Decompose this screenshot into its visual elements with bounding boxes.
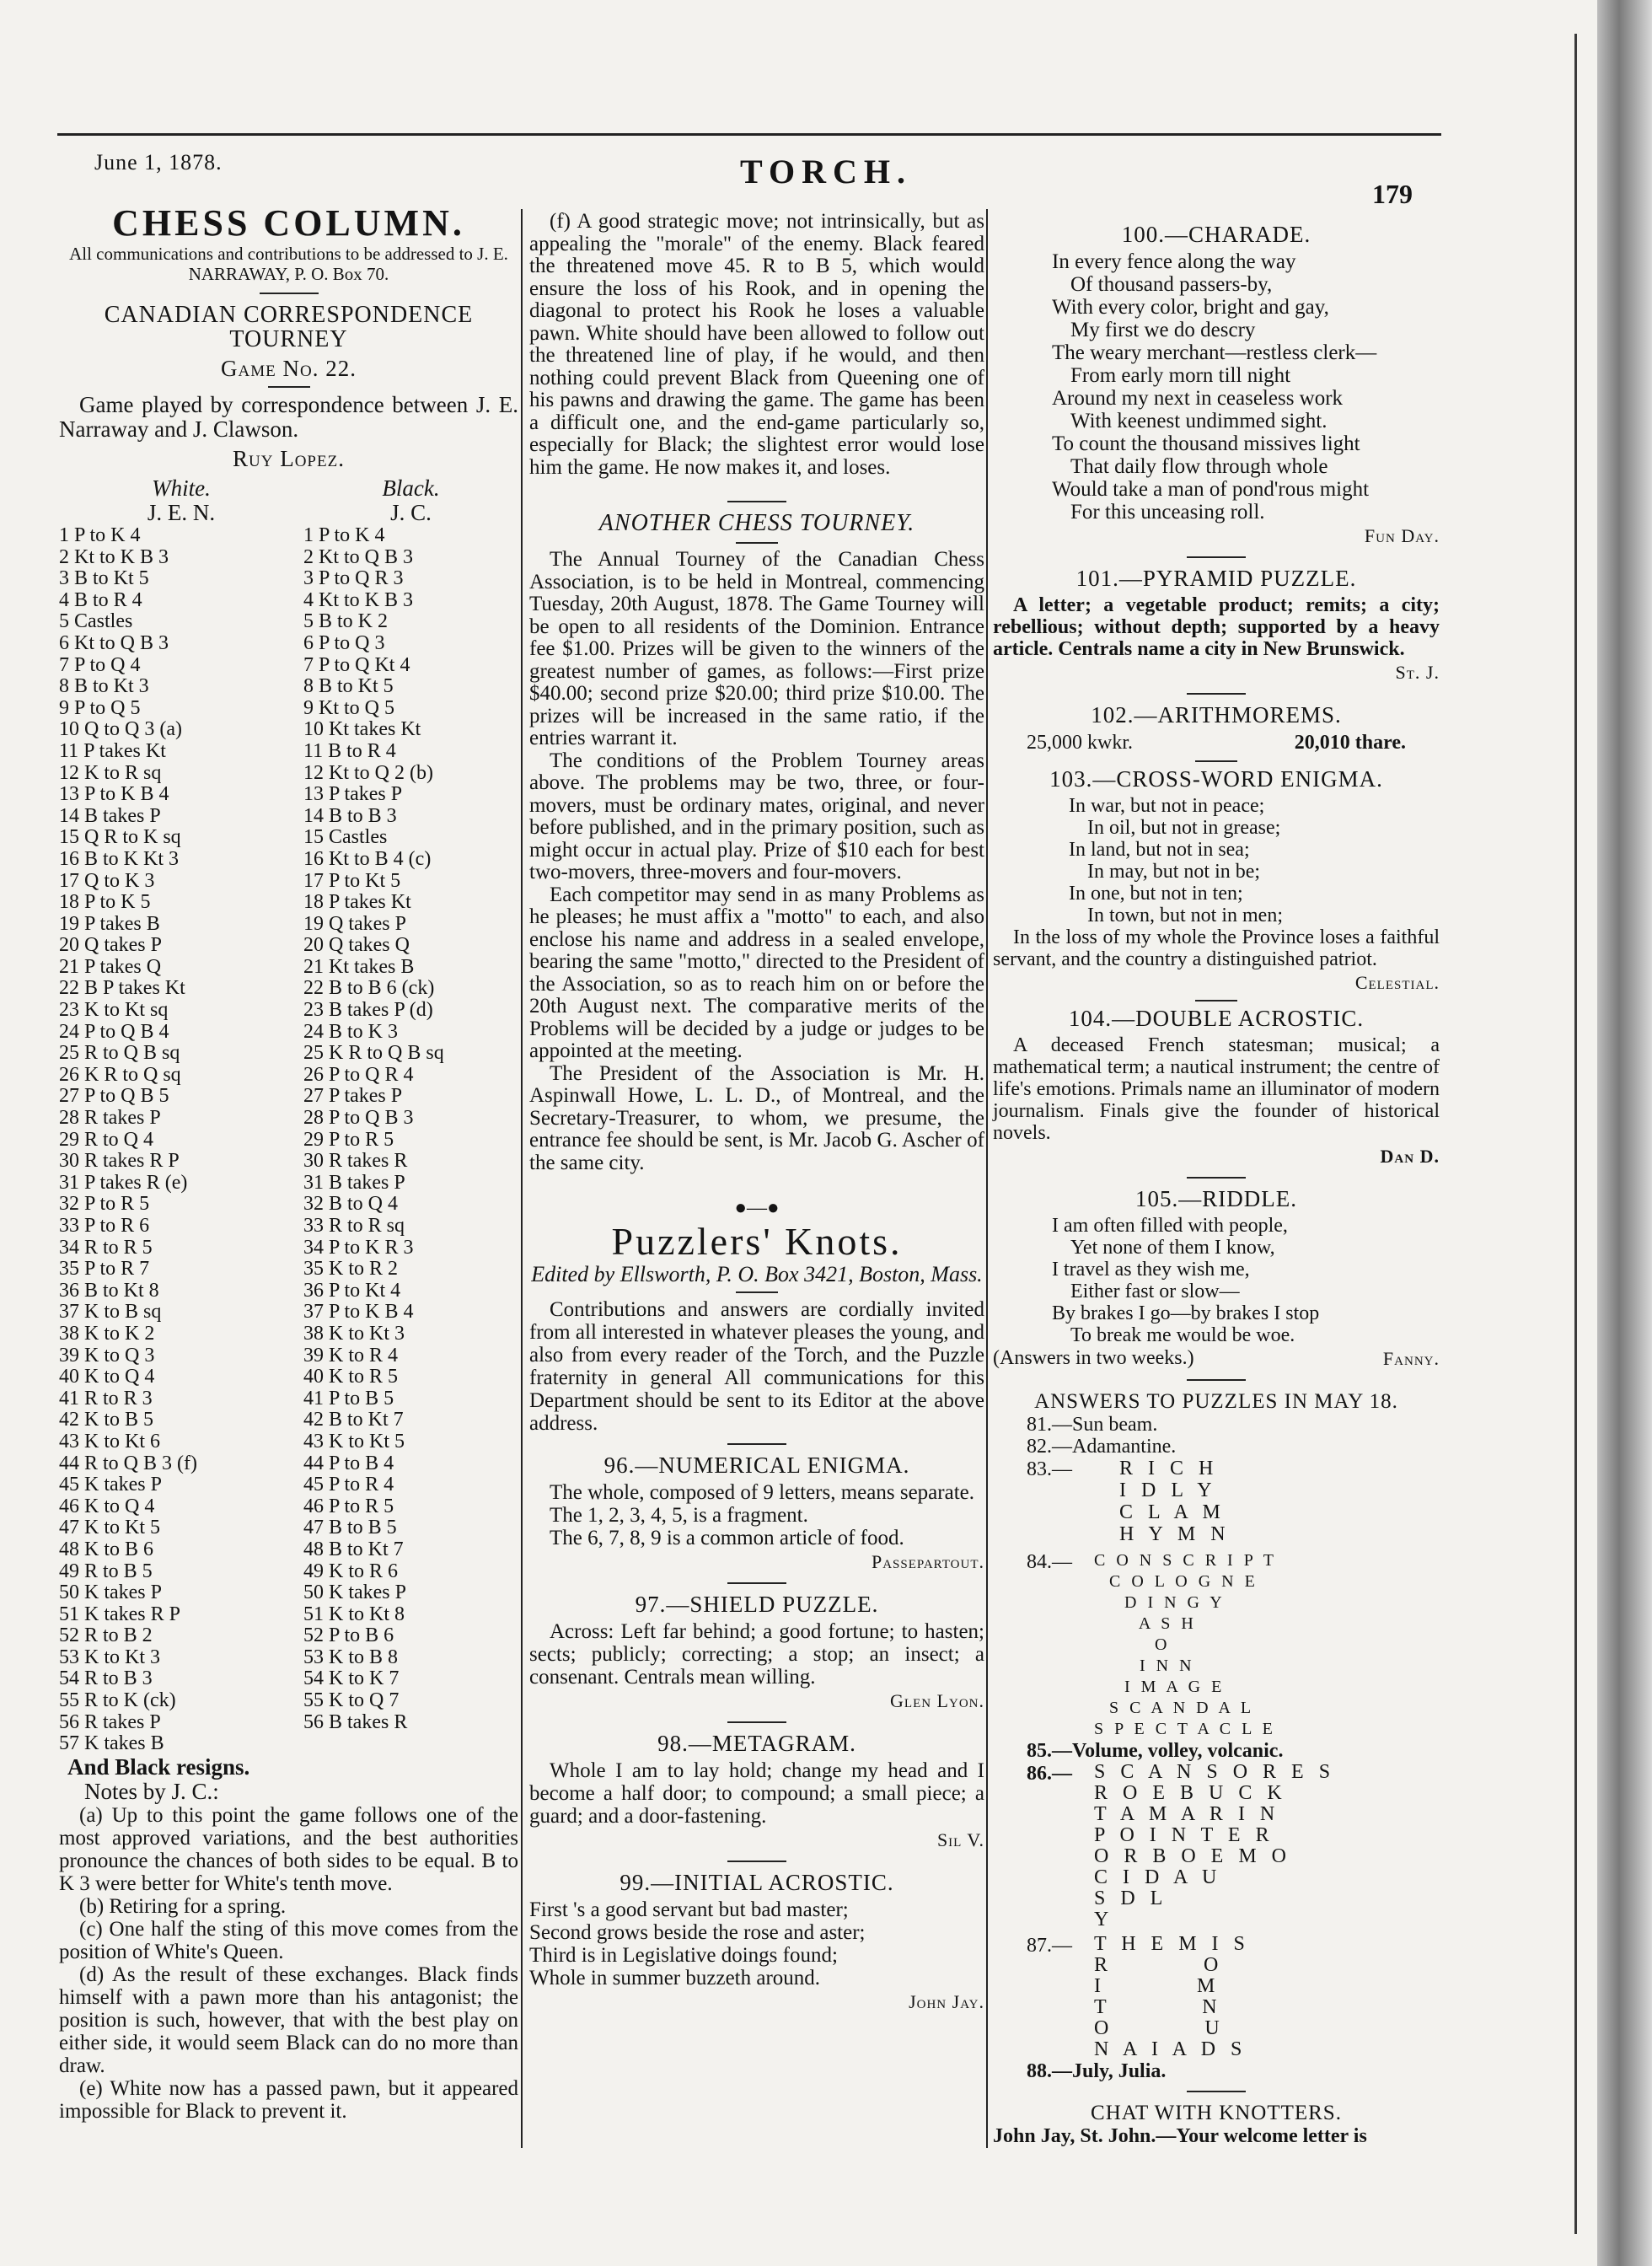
puzzle-99-line-4: Whole in summer buzzeth around. [529, 1967, 821, 1989]
black-move: 19 Q takes P [303, 912, 406, 935]
puzzle-104-title: 104.—DOUBLE ACROSTIC. [1068, 1006, 1365, 1031]
black-move: 2 Kt to Q B 3 [303, 545, 414, 568]
poem-line: In may, but not in be; [1087, 861, 1261, 883]
puzzle-105-poem [993, 1215, 1440, 1346]
white-move: 50 K takes P [59, 1581, 162, 1604]
puzzle-100-poem [993, 250, 1440, 524]
white-move: 25 R to Q B sq [59, 1042, 180, 1065]
puzzle-97-title: 97.—SHIELD PUZZLE. [635, 1592, 879, 1617]
poem-line: With every color, bright and gay, [1052, 296, 1329, 319]
puzzle-103-author: Celestial. [1354, 972, 1440, 993]
puzzle-101-title: 101.—PYRAMID PUZZLE. [1075, 566, 1357, 591]
black-move: 11 B to R 4 [303, 739, 396, 762]
poem-line: With keenest undimmed sight. [1070, 410, 1328, 432]
black-move: 17 P to Kt 5 [303, 869, 401, 892]
white-move: 13 P to K B 4 [59, 783, 169, 806]
puzzle-97-author: Glen Lyon. [890, 1690, 984, 1711]
white-move: 12 K to R sq [59, 761, 162, 784]
column-rule-2 [986, 209, 988, 2148]
white-move: 48 K to B 6 [59, 1538, 154, 1560]
white-move: 38 K to K 2 [59, 1322, 155, 1345]
black-move: 10 Kt takes Kt [303, 718, 421, 741]
black-move: 35 K to R 2 [303, 1258, 399, 1281]
answer-81: 81.—Sun beam. [1027, 1414, 1158, 1436]
tourney-heading: CANADIAN CORRESPONDENCE TOURNEY [104, 302, 474, 352]
puzzle-97-text: Across: Left far behind; a good fortune; to hasten; sects; publicly; correcting; a stop; an insect; a consenant. Centrals mean willing. [529, 1620, 984, 1689]
white-move: 21 P takes Q [59, 955, 162, 978]
white-move: 37 K to B sq [59, 1301, 162, 1324]
white-move: 39 K to Q 3 [59, 1344, 155, 1367]
opening-name: Ruy Lopez. [233, 446, 345, 471]
puzzle-103-title: 103.—CROSS-WORD ENIGMA. [1049, 766, 1383, 792]
resign-line: And Black resigns. [67, 1753, 250, 1780]
white-move: 41 R to R 3 [59, 1387, 153, 1410]
puzzle-96-title: 96.—NUMERICAL ENIGMA. [603, 1452, 910, 1478]
poem-line: Of thousand passers-by, [1070, 273, 1273, 296]
divider [1187, 1379, 1246, 1381]
answer-87 [993, 1934, 1440, 2060]
white-move: 28 R takes P [59, 1107, 161, 1130]
white-move: 16 B to K Kt 3 [59, 847, 180, 870]
white-move: 14 B takes P [59, 804, 161, 827]
divider [1187, 2091, 1246, 2092]
divider [1195, 1000, 1237, 1001]
white-move: 7 P to Q 4 [59, 653, 141, 676]
white-move: 29 R to Q 4 [59, 1128, 154, 1151]
black-move: 9 Kt to Q 5 [303, 696, 394, 719]
white-move: 2 Kt to K B 3 [59, 545, 169, 568]
poem-line: Yet none of them I know, [1070, 1237, 1275, 1259]
white-move: 27 P to Q B 5 [59, 1085, 169, 1108]
white-move: 36 B to Kt 8 [59, 1279, 159, 1302]
white-move: 52 R to B 2 [59, 1624, 153, 1647]
divider [1195, 760, 1237, 762]
puzzlers-knots-title: Puzzlers' Knots. [611, 1220, 903, 1263]
white-moves [59, 525, 303, 1755]
white-move: 51 K takes R P [59, 1603, 180, 1625]
poem-line: That daily flow through whole [1070, 455, 1328, 478]
poem-line: I am often filled with people, [1052, 1215, 1288, 1237]
white-move: 34 R to R 5 [59, 1236, 153, 1259]
poem-line: In land, but not in sea; [1069, 839, 1250, 861]
puzzle-96-line-2: The 6, 7, 8, 9 is a common article of food. [550, 1527, 904, 1549]
puzzle-105-note: (Answers in two weeks.) [993, 1347, 1194, 1369]
black-move: 38 K to Kt 3 [303, 1322, 405, 1345]
white-move: 8 B to Kt 3 [59, 675, 149, 698]
note-c: (c) One half the sting of this move comes from the position of White's Queen. [59, 1917, 518, 1963]
black-move: 3 P to Q R 3 [303, 567, 404, 590]
puzzle-100-author: Fun Day. [1364, 525, 1440, 546]
answer-87-label: 87.— [1027, 1935, 1072, 1957]
white-move: 44 R to Q B 3 (f) [59, 1452, 197, 1474]
answer-84-grid: C O N S C R I P T C O L O G N E D I N G Y A S H O I N N I M A G E S C A N D A L S P E C T A C L E [1094, 1551, 1277, 1738]
black-move: 50 K takes P [303, 1581, 406, 1604]
answer-86 [993, 1762, 1440, 1930]
note-f: (f) A good strategic move; not intrinsically, but as appealing the "morale" of the enemy. Black feared the threatened move 45. R to B 5, which would ensure the loss of his Rook, and in opening the diagonal to protect his Rook he loses a valuable pawn. White should have been allowed to follow out the threatened line of play, if he would, and then nothing could prevent Black from Queening one of his pawns and drawing the game. The game has been a difficult one, and the end-game particularly so, especially for Black; the slightest error would lose him the game. He now makes it, and loses. [529, 210, 984, 479]
answer-84 [993, 1550, 1440, 1740]
masthead-title: TORCH. [740, 153, 912, 191]
puzzle-98-author: Sil V. [936, 1829, 984, 1850]
white-move: 45 K takes P [59, 1474, 162, 1496]
poem-line: My first we do descry [1070, 319, 1256, 341]
white-move: 11 P takes Kt [59, 739, 166, 762]
divider [727, 1582, 786, 1584]
black-move: 37 P to K B 4 [303, 1301, 414, 1324]
note-a: (a) Up to this point the game follows one of the most approved variations, and the best authorities pronounce the chances of both sides to be equal. B to K 3 were better for White's tenth move. [59, 1803, 518, 1895]
black-move: 40 K to R 5 [303, 1366, 399, 1388]
white-move: 26 K R to Q sq [59, 1063, 181, 1086]
answer-86-label: 86.— [1027, 1763, 1072, 1785]
poem-line: To break me would be woe. [1070, 1324, 1295, 1346]
answer-83-grid: R I C H I D L Y C L A M H Y M N [1119, 1458, 1231, 1545]
puzzle-98-text: Whole I am to lay hold; change my head and I become a half door; to compound; a small piece; a guard; and a door-fastening. [529, 1759, 984, 1828]
black-move: 52 P to B 6 [303, 1624, 394, 1647]
poem-line: Would take a man of pond'rous might [1052, 478, 1370, 501]
puzzle-101-author: St. J. [1395, 662, 1440, 683]
black-move: 13 P takes P [303, 783, 403, 806]
white-move: 47 K to Kt 5 [59, 1517, 160, 1539]
black-move: 12 Kt to Q 2 (b) [303, 761, 433, 784]
puzzle-intro: Contributions and answers are cordially invited from all interested in whatever pleases the young, and also from every reader of the Torch, and the Puzzle fraternity in general All communications for this Department should be sent to its Editor at the above address. [529, 1298, 984, 1435]
black-move: 15 Castles [303, 826, 388, 849]
column-puzzles [993, 211, 1440, 2147]
black-move: 14 B to B 3 [303, 804, 397, 827]
answer-82: 82.—Adamantine. [1027, 1436, 1177, 1458]
black-move: 25 K R to Q B sq [303, 1042, 444, 1065]
puzzle-101-text: A letter; a vegetable product; remits; a city; rebellious; without depth; supported by a heavy article. Centrals name a city in New Brunswick. [993, 594, 1440, 660]
black-move: 55 K to Q 7 [303, 1689, 400, 1712]
black-label: Black. [382, 475, 440, 501]
puzzle-96-author: Passepartout. [871, 1551, 984, 1572]
note-b: (b) Retiring for a spring. [79, 1894, 287, 1918]
chess-contact: All communications and contributions to be addressed to J. E. NARRAWAY, P. O. Box 70. [69, 244, 508, 284]
poem-line: For this unceasing roll. [1070, 501, 1265, 524]
black-move: 47 B to B 5 [303, 1517, 397, 1539]
answer-88: 88.—July, Julia. [1027, 2060, 1167, 2082]
black-move: 42 B to Kt 7 [303, 1409, 404, 1431]
black-move: 41 P to B 5 [303, 1387, 394, 1410]
answer-87-grid: T H E M I S R O I M T N O U N A I A D S [1094, 1933, 1250, 2060]
white-move: 56 R takes P [59, 1710, 161, 1733]
column-rule-1 [521, 209, 523, 2148]
answer-86-grid: S C A N S O R E S R O E B U C K T A M A R I N P O I N T E R O R B O E M O C I D A U S D L Y [1094, 1761, 1336, 1930]
black-move: 27 P takes P [303, 1085, 403, 1108]
puzzle-102-b: 20,010 thare. [1294, 732, 1406, 754]
puzzle-103-poem [993, 795, 1440, 926]
white-move: 15 Q R to K sq [59, 826, 181, 849]
poem-line: In oil, but not in grease; [1087, 817, 1281, 839]
white-move: 30 R takes R P [59, 1150, 180, 1173]
black-moves [303, 525, 518, 1755]
white-move: 24 P to Q B 4 [59, 1020, 169, 1043]
poem-line: Either fast or slow— [1070, 1281, 1240, 1302]
black-move: 43 K to Kt 5 [303, 1430, 405, 1452]
divider [1187, 693, 1246, 695]
game-intro: Game played by correspondence between J. E. Narraway and J. Clawson. [59, 392, 518, 442]
divider [727, 501, 786, 502]
note-d: (d) As the result of these exchanges. Black finds himself with a pawn more than his antagonist; the position is such, however, that with the best play on either side, it would seem Black can do no more than draw. [59, 1963, 518, 2077]
puzzle-100-title: 100.—CHARADE. [1121, 222, 1311, 247]
chat-text: John Jay, St. John.—Your welcome letter is [993, 2125, 1367, 2147]
answer-83 [993, 1458, 1440, 1545]
black-move: 18 P takes Kt [303, 891, 411, 914]
answer-83-label: 83.— [1027, 1458, 1072, 1480]
divider [736, 542, 778, 544]
puzzle-99-author: John Jay. [909, 1991, 984, 2012]
white-move: 54 R to B 3 [59, 1667, 153, 1690]
divider [260, 293, 319, 294]
black-move: 23 B takes P (d) [303, 999, 433, 1022]
puzzle-99-line-2: Second grows beside the rose and aster; [529, 1921, 866, 1944]
poem-line: The weary merchant—restless clerk— [1052, 341, 1377, 364]
white-move: 17 Q to K 3 [59, 869, 155, 892]
black-move: 1 P to K 4 [303, 524, 385, 546]
white-move: 6 Kt to Q B 3 [59, 631, 169, 654]
black-move: 36 P to Kt 4 [303, 1279, 401, 1302]
black-move: 45 P to R 4 [303, 1474, 394, 1496]
poem-line: By brakes I go—by brakes I stop [1052, 1302, 1320, 1324]
black-move: 34 P to K R 3 [303, 1236, 414, 1259]
black-move: 21 Kt takes B [303, 955, 415, 978]
puzzle-99-title: 99.—INITIAL ACROSTIC. [620, 1870, 894, 1895]
white-move: 32 P to R 5 [59, 1193, 150, 1216]
black-move: 7 P to Q Kt 4 [303, 653, 410, 676]
puzzle-editor: Edited by Ellsworth, P. O. Box 3421, Boston, Mass. [531, 1262, 983, 1286]
white-move: 42 K to B 5 [59, 1409, 154, 1431]
black-move: 39 K to R 4 [303, 1344, 399, 1367]
black-move: 20 Q takes Q [303, 934, 410, 957]
black-move: 24 B to K 3 [303, 1020, 399, 1043]
white-move: 23 K to Kt sq [59, 999, 169, 1022]
tourney-para-2: The conditions of the Problem Tourney areas above. The problems may be two, three, or four-movers, must be ordinary mates, original, and never before published, and in the primary position, such as might occur in actual play. Prize of $10 each for best two-movers, three-movers and four-movers. [529, 749, 984, 883]
note-e: (e) White now has a passed pawn, but it appeared impossible for Black to prevent it. [59, 2076, 518, 2123]
black-move: 53 K to B 8 [303, 1646, 399, 1668]
column-middle [529, 211, 984, 2014]
poem-line: To count the thousand missives light [1052, 432, 1360, 455]
white-player: J. E. N. [147, 500, 216, 525]
issue-date: June 1, 1878. [94, 150, 223, 175]
white-move: 33 P to R 6 [59, 1215, 150, 1237]
white-move: 18 P to K 5 [59, 891, 151, 914]
puzzle-96-text: The whole, composed of 9 letters, means separate. [550, 1481, 974, 1504]
another-tourney-title: ANOTHER CHESS TOURNEY. [598, 510, 915, 536]
poem-line: In town, but not in men; [1087, 905, 1283, 926]
black-move: 33 R to R sq [303, 1215, 405, 1237]
puzzle-98-title: 98.—METAGRAM. [657, 1731, 856, 1756]
move-list [59, 525, 518, 1755]
white-move: 20 Q takes P [59, 934, 162, 957]
game-number: Game No. 22. [221, 356, 357, 381]
white-move: 43 K to Kt 6 [59, 1430, 160, 1452]
ornament: ●—● [734, 1197, 780, 1219]
black-move: 31 B takes P [303, 1171, 405, 1194]
black-player: J. C. [390, 500, 432, 525]
answer-85: 85.—Volume, volley, volcanic. [1027, 1740, 1284, 1762]
page-number: 179 [1372, 179, 1413, 209]
answers-title: ANSWERS TO PUZZLES IN MAY 18. [1034, 1390, 1398, 1413]
puzzle-103-text: In the loss of my whole the Province loses a faithful servant, and the country a distinguished patriot. [993, 926, 1440, 970]
puzzle-104-author: Dan D. [1380, 1146, 1440, 1167]
white-move: 1 P to K 4 [59, 524, 141, 546]
puzzle-96-line-1: The 1, 2, 3, 4, 5, is a fragment. [550, 1504, 808, 1527]
puzzle-105-title: 105.—RIDDLE. [1135, 1186, 1297, 1211]
poem-line: From early morn till night [1070, 364, 1291, 387]
chess-column-title: CHESS COLUMN. [112, 202, 465, 244]
white-move: 9 P to Q 5 [59, 696, 141, 719]
white-move: 35 P to R 7 [59, 1258, 150, 1281]
white-move: 22 B P takes Kt [59, 977, 185, 1000]
white-move: 49 R to B 5 [59, 1560, 153, 1582]
puzzle-99-line-3: Third is in Legislative doings found; [529, 1944, 838, 1967]
puzzle-102-row [993, 731, 1440, 755]
black-move: 16 Kt to B 4 (c) [303, 847, 432, 870]
binding-shadow [1597, 0, 1652, 2266]
black-move: 28 P to Q B 3 [303, 1107, 414, 1130]
black-move: 44 P to B 4 [303, 1452, 394, 1474]
black-move: 6 P to Q 3 [303, 631, 385, 654]
white-label: White. [152, 475, 211, 501]
white-move: 4 B to R 4 [59, 588, 142, 611]
puzzle-102-a: 25,000 kwkr. [1027, 732, 1133, 754]
white-move: 40 K to Q 4 [59, 1366, 155, 1388]
black-move: 26 P to Q R 4 [303, 1063, 414, 1086]
divider [736, 1291, 778, 1293]
black-move: 48 B to Kt 7 [303, 1538, 404, 1560]
black-move: 54 K to K 7 [303, 1667, 400, 1690]
poem-line: In one, but not in ten; [1069, 883, 1243, 905]
black-move: 22 B to B 6 (ck) [303, 977, 435, 1000]
white-move: 55 R to K (ck) [59, 1689, 176, 1712]
divider [727, 1443, 786, 1445]
chat-title: CHAT WITH KNOTTERS. [1091, 2102, 1342, 2124]
white-move: 46 K to Q 4 [59, 1495, 155, 1517]
notes-heading: Notes by J. C.: [84, 1778, 219, 1804]
black-move: 32 B to Q 4 [303, 1193, 399, 1216]
white-move: 53 K to Kt 3 [59, 1646, 160, 1668]
tourney-para-3: Each competitor may send in as many Problems as he pleases; he must affix a "motto" to each, and also enclose his name and address in a sealed envelope, bearing the same "motto," directed to the President of the Association, so as to reach him on or before the 20th August next. The comparative merits of the Problems will be decided by a judge or judges to be appointed at the meeting. [529, 883, 984, 1062]
divider [1187, 556, 1246, 558]
black-move: 29 P to R 5 [303, 1128, 394, 1151]
black-move: 8 B to Kt 5 [303, 675, 394, 698]
player-header [59, 476, 518, 525]
white-move: 19 P takes B [59, 912, 160, 935]
puzzle-105-author: Fanny. [1382, 1348, 1440, 1369]
answer-84-label: 84.— [1027, 1551, 1072, 1573]
puzzle-99-line-1: First 's a good servant but bad master; [529, 1898, 849, 1921]
white-move: 31 P takes R (e) [59, 1171, 188, 1194]
black-move: 49 K to R 6 [303, 1560, 399, 1582]
divider [268, 386, 310, 388]
divider [727, 1861, 786, 1862]
black-move: 4 Kt to K B 3 [303, 588, 414, 611]
page-edge-line [1574, 34, 1577, 2234]
puzzle-102-title: 102.—ARITHMOREMS. [1091, 702, 1342, 728]
tourney-para-1: The Annual Tourney of the Canadian Chess Association, is to be held in Montreal, commencing Tuesday, 20th August, 1878. The Game Tourney will be open to all residents of the Dominion. Entrance fee $1.00. Prizes will be given to the winners of the greatest number of games, as follows:—First prize $40.00; second prize $20.00; third prize $10.00. The prizes will be increased in the same ratio, if the entries warrant it. [529, 548, 984, 749]
white-move: 57 K takes B [59, 1732, 164, 1755]
white-move: 5 Castles [59, 610, 133, 633]
divider [1187, 1177, 1246, 1179]
divider [727, 1721, 786, 1723]
black-move: 46 P to R 5 [303, 1495, 394, 1517]
tourney-para-4: The President of the Association is Mr. H. Aspinwall Howe, L. L. D., of Montreal, and the Secretary-Treasurer, to whom, we presume, the entrance fee should be sent, is Mr. Jacob G. Ascher of the same city. [529, 1061, 984, 1174]
black-move: 30 R takes R [303, 1150, 408, 1173]
poem-line: In war, but not in peace; [1069, 795, 1265, 817]
black-move: 56 B takes R [303, 1710, 408, 1733]
poem-line: I travel as they wish me, [1052, 1259, 1250, 1281]
white-move: 3 B to Kt 5 [59, 567, 149, 590]
puzzle-105-footer [993, 1346, 1440, 1371]
puzzle-104-text: A deceased French statesman; musical; a mathematical term; a nautical instrument; the centre of life's emotions. Primals name an illuminator of modern journalism. Finals give the founder of historical novels. [993, 1034, 1440, 1144]
column-chess [59, 202, 518, 2123]
white-move: 10 Q to Q 3 (a) [59, 718, 182, 741]
black-move: 51 K to Kt 8 [303, 1603, 405, 1625]
poem-line: Around my next in ceaseless work [1052, 387, 1344, 410]
poem-line: In every fence along the way [1052, 250, 1296, 273]
black-move: 5 B to K 2 [303, 610, 389, 633]
